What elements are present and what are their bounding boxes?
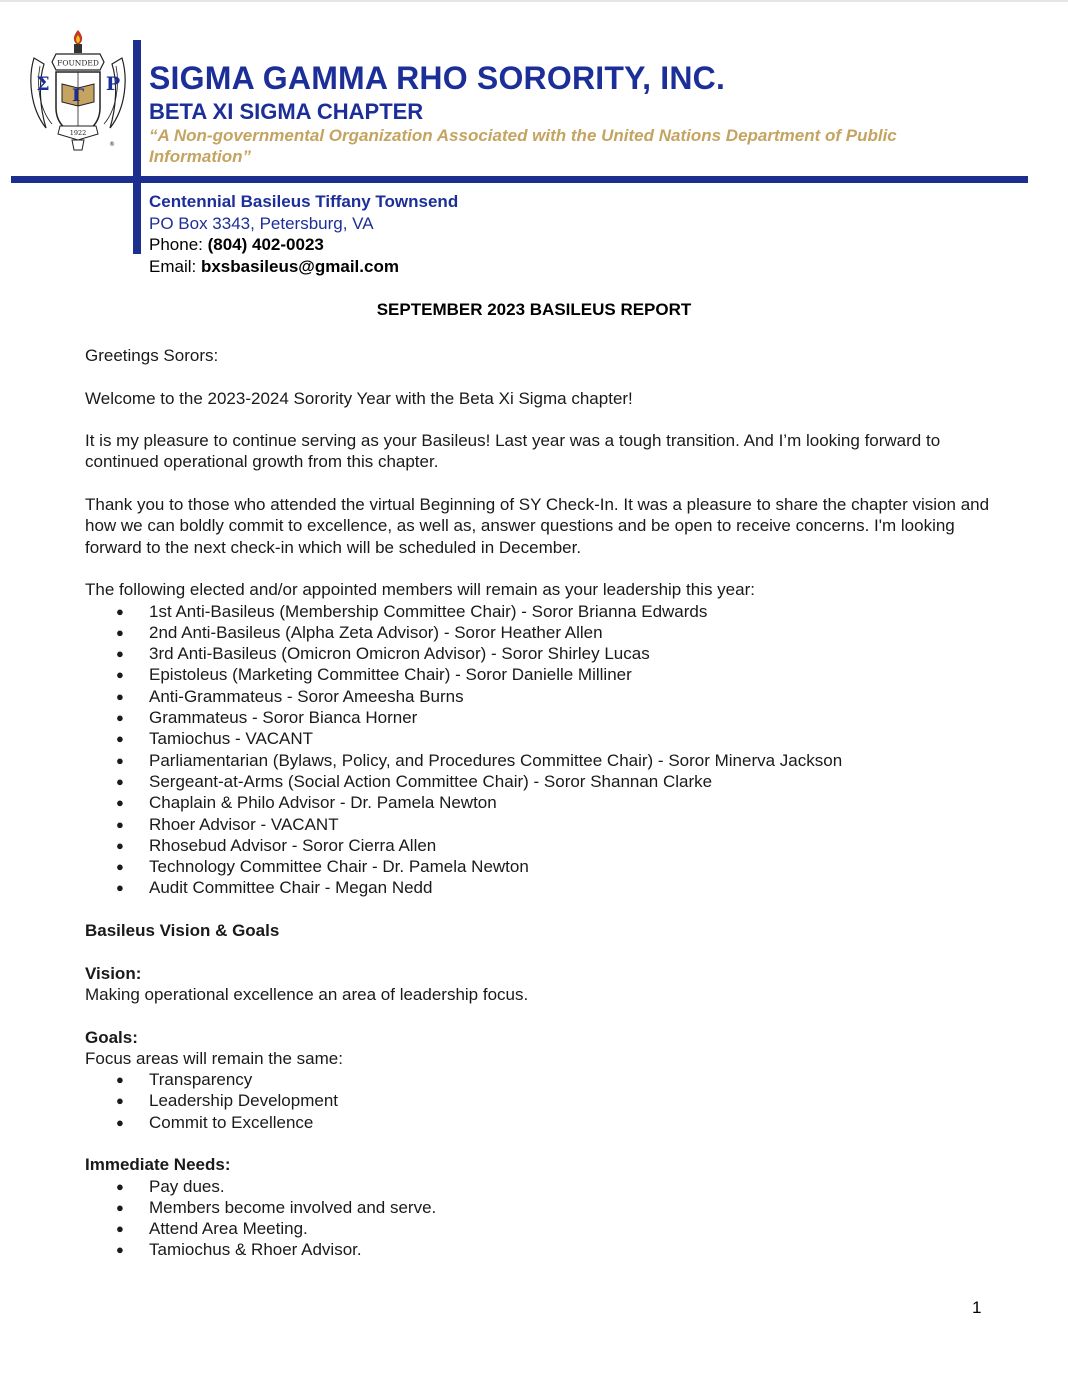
list-item: ● Sergeant-at-Arms (Social Action Committee Chair) - Soror Shannan Clarke <box>85 771 990 792</box>
email-label: Email: <box>149 256 201 276</box>
svg-text:Γ: Γ <box>71 86 85 106</box>
list-item: ● 3rd Anti-Basileus (Omicron Omicron Advisor) - Soror Shirley Lucas <box>85 643 990 664</box>
list-item: ● Rhosebud Advisor - Soror Cierra Allen <box>85 835 990 856</box>
list-item: ● Commit to Excellence <box>85 1112 990 1133</box>
list-item: ● Grammateus - Soror Bianca Horner <box>85 707 990 728</box>
phone-line <box>149 234 458 256</box>
mailing-address: PO Box 3343, Petersburg, VA <box>149 213 374 233</box>
letterhead-vertical-rule <box>133 40 141 254</box>
goals-heading: Goals: <box>85 1027 138 1047</box>
list-item: ● Transparency <box>85 1069 990 1090</box>
list-item: ● 1st Anti-Basileus (Membership Committee Chair) - Soror Brianna Edwards <box>85 601 990 622</box>
sorority-crest-logo <box>26 28 130 152</box>
chapter-name: BETA XI SIGMA CHAPTER <box>149 99 424 124</box>
email-line <box>149 256 458 278</box>
list-item: ● Leadership Development <box>85 1090 990 1111</box>
goals-intro: Focus areas will remain the same: <box>85 1048 343 1068</box>
report-body <box>85 345 990 1282</box>
page-number: 1 <box>972 1298 982 1317</box>
svg-text:1922: 1922 <box>69 129 87 137</box>
phone-label: Phone: <box>149 235 208 254</box>
list-item: ● Attend Area Meeting. <box>85 1218 990 1239</box>
leadership-list <box>85 601 990 899</box>
basileus-name: Centennial Basileus Tiffany Townsend <box>149 192 459 211</box>
vision-heading: Vision: <box>85 963 142 983</box>
phone-number: (804) 402-0023 <box>207 235 324 254</box>
list-item: ● Parliamentarian (Bylaws, Policy, and Procedures Committee Chair) - Soror Minerva Jackson <box>85 750 990 771</box>
list-item: ● Members become involved and serve. <box>85 1197 990 1218</box>
list-item: ● Tamiochus - VACANT <box>85 728 990 749</box>
contact-block <box>149 191 458 277</box>
needs-list <box>85 1176 990 1261</box>
greeting: Greetings Sorors: <box>85 346 219 365</box>
page-top-edge <box>0 0 1068 2</box>
list-item: ● Epistoleus (Marketing Committee Chair) - Soror Danielle Milliner <box>85 664 990 685</box>
list-item: ● Technology Committee Chair - Dr. Pamela Newton <box>85 856 990 877</box>
list-item: ● Audit Committee Chair - Megan Nedd <box>85 877 990 898</box>
report-title: SEPTEMBER 2023 BASILEUS REPORT <box>376 300 692 319</box>
organization-name: SIGMA GAMMA RHO SORORITY, INC. <box>149 60 726 96</box>
list-item: ● Chaplain & Philo Advisor - Dr. Pamela Newton <box>85 792 990 813</box>
vision-text: Making operational excellence an area of leadership focus. <box>85 984 529 1004</box>
paragraph-welcome: Welcome to the 2023-2024 Sorority Year with the Beta Xi Sigma chapter! <box>85 388 633 408</box>
leadership-intro: The following elected and/or appointed members will remain as your leadership this year: <box>85 580 755 600</box>
list-item: ● Rhoer Advisor - VACANT <box>85 814 990 835</box>
email-address[interactable]: bxsbasileus@gmail.com <box>200 256 399 276</box>
list-item: ● Anti-Grammateus - Soror Ameesha Burns <box>85 686 990 707</box>
paragraph-check-in: Thank you to those who attended the virtual Beginning of SY Check-In. It was a pleasure to share the chapter vision and how we can boldly commit to excellence, as well as, answer questions and be open to receive concerns. I'm looking forward to the next check-in which will be scheduled in December. <box>85 495 990 557</box>
svg-text:FOUNDED: FOUNDED <box>57 58 99 68</box>
organization-tagline: “A Non-governmental Organization Associated with the United Nations Department of Public Information” <box>149 126 897 166</box>
goals-list <box>85 1069 990 1133</box>
list-item: ● Pay dues. <box>85 1176 990 1197</box>
vision-goals-heading: Basileus Vision & Goals <box>85 921 280 941</box>
needs-heading: Immediate Needs: <box>85 1155 231 1175</box>
svg-text:Ρ: Ρ <box>105 73 121 95</box>
list-item: ● Tamiochus & Rhoer Advisor. <box>85 1239 990 1260</box>
svg-text:®: ® <box>109 141 115 148</box>
letterhead-horizontal-rule <box>11 176 1028 183</box>
list-item: ● 2nd Anti-Basileus (Alpha Zeta Advisor) - Soror Heather Allen <box>85 622 990 643</box>
paragraph-continue-serving: It is my pleasure to continue serving as your Basileus! Last year was a tough transition. And I’m looking forward to continued operational growth from this chapter. <box>85 431 941 472</box>
svg-text:Σ: Σ <box>36 73 50 95</box>
